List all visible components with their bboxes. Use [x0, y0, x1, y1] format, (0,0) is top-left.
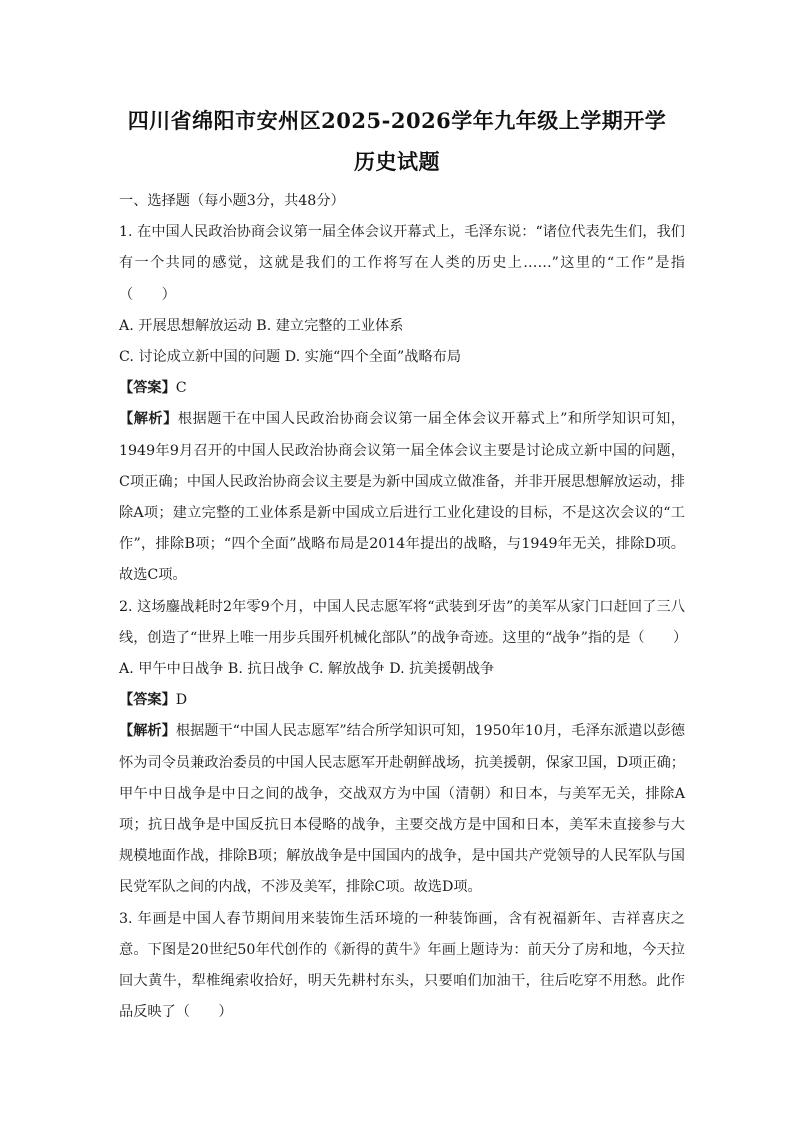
answer-value: C — [175, 380, 187, 397]
document-subtitle: 历史试题 — [354, 149, 440, 174]
question-2-options: A. 甲午中日战争 B. 抗日战争 C. 解放战争 D. 抗美援朝战争 — [119, 661, 495, 678]
document-title: 四川省绵阳市安州区2025-2026学年九年级上学期开学 — [127, 108, 667, 133]
question-1-options-ab: A. 开展思想解放运动 B. 建立完整的工业体系 — [119, 317, 404, 334]
question-2-analysis — [119, 716, 685, 903]
analysis-tag: 【解析】 — [119, 411, 178, 428]
question-1-answer — [119, 373, 685, 404]
section-heading: 一、选择题（每小题3分，共48分） — [119, 193, 345, 209]
question-2-stem: 2. 这场鏖战耗时2年零9个月，中国人民志愿军将“武装到牙齿”的美军从家门口赶回了三八线，创造了“世界上唯一用步兵围歼机械化部队”的战争奇迹。这里的“战争”指的是（ ） — [119, 598, 688, 646]
answer-tag: 【答案】 — [119, 692, 176, 709]
analysis-text: 根据题干在中国人民政治协商会议第一届全体会议开幕式上”和所学知识可知，1949年9月召开的中国人民政治协商会议第一届全体会议主要是讨论成立新中国的问题，C项正确；中国人民政治协商会议主要是为新中国成立做准备，并非开展思想解放运动，排除A项；建立完整的工业体系是新中国成立后进行工业化建设的目标，不是这次会议的“工作”，排除B项；“四个全面”战略布局是2014年提出的战略，与1949年无关，排除D项。故选C项。 — [119, 411, 685, 584]
question-1-analysis — [119, 404, 685, 591]
question-3-stem: 3. 年画是中国人春节期间用来装饰生活环境的一种装饰画，含有祝福新年、吉祥喜庆之意。下图是20世纪50年代创作的《新得的黄牛》年画上题诗为：前天分了房和地，今天拉回大黄牛，犁椎绳索收拾好，明天先耕村东头，只要咱们加油干，往后吃穿不用愁。此作品反映了（ ） — [119, 910, 685, 1021]
question-1-options-cd: C. 讨论成立新中国的问题 D. 实施“四个全面”战略布局 — [119, 349, 462, 366]
analysis-tag: 【解析】 — [119, 723, 176, 740]
document-body — [119, 186, 688, 1028]
answer-value: D — [175, 692, 188, 709]
question-2-answer — [119, 685, 685, 716]
answer-tag: 【答案】 — [119, 380, 176, 397]
question-1-stem: 1. 在中国人民政治协商会议第一届全体会议开幕式上，毛泽东说：“诸位代表先生们，我们有一个共同的感觉，这就是我们的工作将写在人类的历史上……”这里的“工作”是指（ ） — [119, 224, 685, 303]
analysis-text: 根据题干“中国人民志愿军”结合所学知识可知，1950年10月，毛泽东派遣以彭德怀为司令员兼政治委员的中国人民志愿军开赴朝鲜战场，抗美援朝，保家卫国，D项正确；甲午中日战争是中日之间的战争，交战双方为中国（清朝）和日本，与美军无关，排除A项；抗日战争是中国反抗日本侵略的战争，主要交战方是中国和日本，美军未直接参与大规模地面作战，排除B项；解放战争是中国国内的战争，是中国共产党领导的人民军队与国民党军队之间的内战，不涉及美军，排除C项。故选D项。 — [119, 723, 685, 896]
